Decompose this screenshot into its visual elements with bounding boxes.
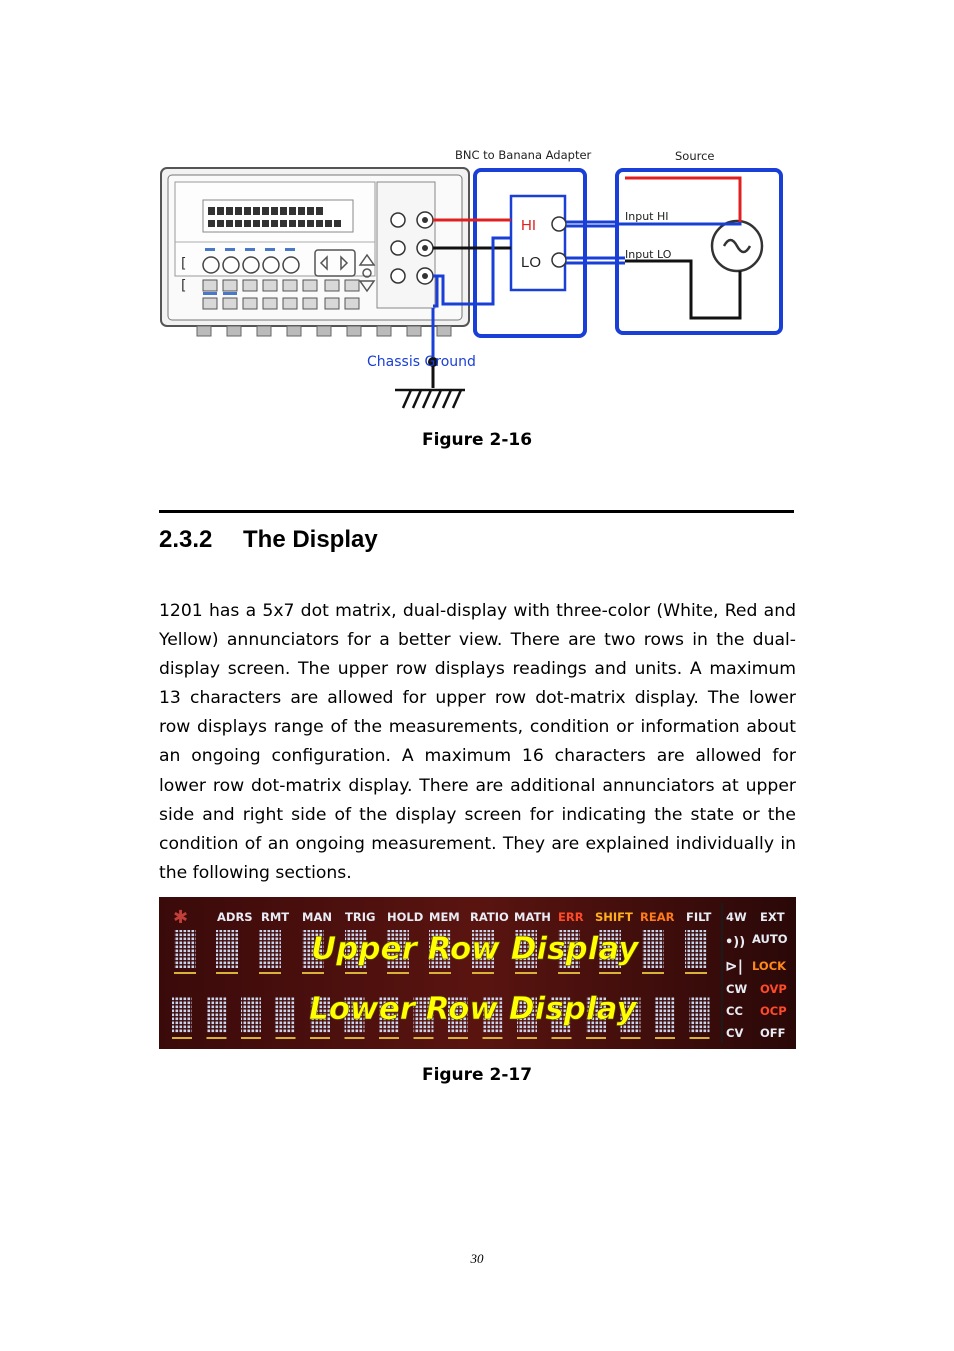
- upper-digit-underline: [685, 972, 707, 974]
- lower-digit-cell: [241, 997, 261, 1033]
- diode-icon: ⊳|: [725, 957, 744, 975]
- lo-label: LO: [521, 254, 542, 271]
- section-heading: [159, 526, 378, 554]
- annunciator-mem: MEM: [429, 910, 460, 924]
- annunciator-cc: CC: [726, 1004, 743, 1018]
- section-title: The Display: [243, 526, 378, 553]
- upper-digit-underline: [642, 972, 664, 974]
- svg-text:[: [: [181, 256, 187, 272]
- upper-digit-cell: [174, 930, 196, 968]
- annunciator-adrs: ADRS: [217, 910, 253, 924]
- source-label: Source: [675, 149, 715, 163]
- annunciator-auto: AUTO: [752, 932, 788, 946]
- adapter-label: BNC to Banana Adapter: [455, 148, 592, 162]
- lower-digit-underline: [552, 1037, 572, 1039]
- upper-digit-cell: [685, 930, 707, 968]
- hi-label: HI: [521, 217, 536, 234]
- upper-digit-cell: [216, 930, 238, 968]
- annunciator-cw: CW: [726, 982, 748, 996]
- lower-digit-underline: [690, 1037, 710, 1039]
- chassis-ground-label: Chassis Ground: [367, 354, 476, 370]
- annunciator-math: MATH: [514, 910, 551, 924]
- annunciator-man: MAN: [302, 910, 332, 924]
- beeper-icon: •)): [725, 935, 746, 950]
- annunciator-hold: HOLD: [387, 910, 424, 924]
- lower-digit-cell: [276, 997, 296, 1033]
- section-paragraph: 1201 has a 5x7 dot matrix, dual-display with three-color (White, Red and Yellow) annunciators for a better view. There are two rows in the dual-display screen. The upper row displays readings and units. A maximum 13 characters are allowed for upper row dot-matrix display. The lower row displays range of the measurements, condition or information about an ongoing configuration. A maximum 16 characters are allowed for lower row dot-matrix display. There are additional annunciators at upper side and right side of the display screen for indicating the state or the condition of an ongoing measurement. They are explained individually in the following sections.: [159, 601, 796, 883]
- lower-digit-underline: [517, 1037, 537, 1039]
- annunciator-rear: REAR: [640, 910, 675, 924]
- lower-digit-underline: [414, 1037, 434, 1039]
- annunciator-lock: LOCK: [752, 959, 787, 973]
- lower-row-label: Lower Row Display: [309, 991, 637, 1027]
- lower-digit-underline: [655, 1037, 675, 1039]
- multimeter-front-panel: [161, 168, 469, 336]
- annunciator-ocp: OCP: [760, 1004, 787, 1018]
- lower-digit-underline: [448, 1037, 468, 1039]
- page-number: 30: [470, 1251, 484, 1266]
- lower-digit-underline: [379, 1037, 399, 1039]
- annunciator-cv: CV: [726, 1026, 744, 1040]
- upper-digit-underline: [216, 972, 238, 974]
- upper-digit-cell: [642, 930, 664, 968]
- lower-digit-underline: [345, 1037, 365, 1039]
- upper-digit-underline: [599, 972, 621, 974]
- annunciator-off: OFF: [760, 1026, 786, 1040]
- lower-digit-cell: [690, 997, 710, 1033]
- figure-2-17-display: [159, 897, 796, 1049]
- upper-digit-underline: [387, 972, 409, 974]
- upper-row-label: Upper Row Display: [311, 931, 639, 967]
- annunciator-ext: EXT: [760, 910, 785, 924]
- upper-digit-underline: [174, 972, 196, 974]
- annunciator-ratio: RATIO: [470, 910, 509, 924]
- lower-digit-cell: [207, 997, 227, 1033]
- lower-digit-underline: [586, 1037, 606, 1039]
- lower-digit-underline: [621, 1037, 641, 1039]
- upper-digit-cell: [259, 930, 281, 968]
- upper-digit-underline: [472, 972, 494, 974]
- annunciator-trig: TRIG: [345, 910, 376, 924]
- annunciator-err: ERR: [558, 910, 584, 924]
- figure-2-16-caption: Figure 2-16: [421, 430, 533, 450]
- lower-digit-cell: [172, 997, 192, 1033]
- upper-digit-underline: [558, 972, 580, 974]
- upper-digit-underline: [515, 972, 537, 974]
- annunciator-rmt: RMT: [261, 910, 290, 924]
- lower-digit-underline: [241, 1037, 261, 1039]
- asterisk-icon: ✱: [173, 907, 189, 928]
- figure-2-16-diagram: [155, 140, 790, 415]
- lower-digit-cell: [655, 997, 675, 1033]
- adapter-inner-box: [511, 196, 565, 290]
- lower-digit-underline: [483, 1037, 503, 1039]
- section-rule: [159, 510, 794, 513]
- figure-2-17-caption: Figure 2-17: [421, 1065, 533, 1085]
- svg-text:[: [: [181, 278, 187, 294]
- upper-digit-underline: [429, 972, 451, 974]
- lower-digit-underline: [276, 1037, 296, 1039]
- ground-symbol: [395, 390, 465, 408]
- annunciator-filt: FILT: [686, 910, 712, 924]
- annunciator-shift: SHIFT: [595, 910, 633, 924]
- input-hi-label: Input HI: [625, 210, 669, 223]
- upper-digit-underline: [259, 972, 281, 974]
- lower-digit-underline: [207, 1037, 227, 1039]
- section-number: 2.3.2: [159, 526, 213, 553]
- annunciator-ovp: OVP: [760, 982, 787, 996]
- lower-digit-underline: [172, 1037, 192, 1039]
- input-lo-label: Input LO: [625, 248, 672, 261]
- upper-digit-underline: [302, 972, 324, 974]
- annunciator-4w: 4W: [726, 910, 747, 924]
- upper-digit-underline: [345, 972, 367, 974]
- lower-digit-underline: [310, 1037, 330, 1039]
